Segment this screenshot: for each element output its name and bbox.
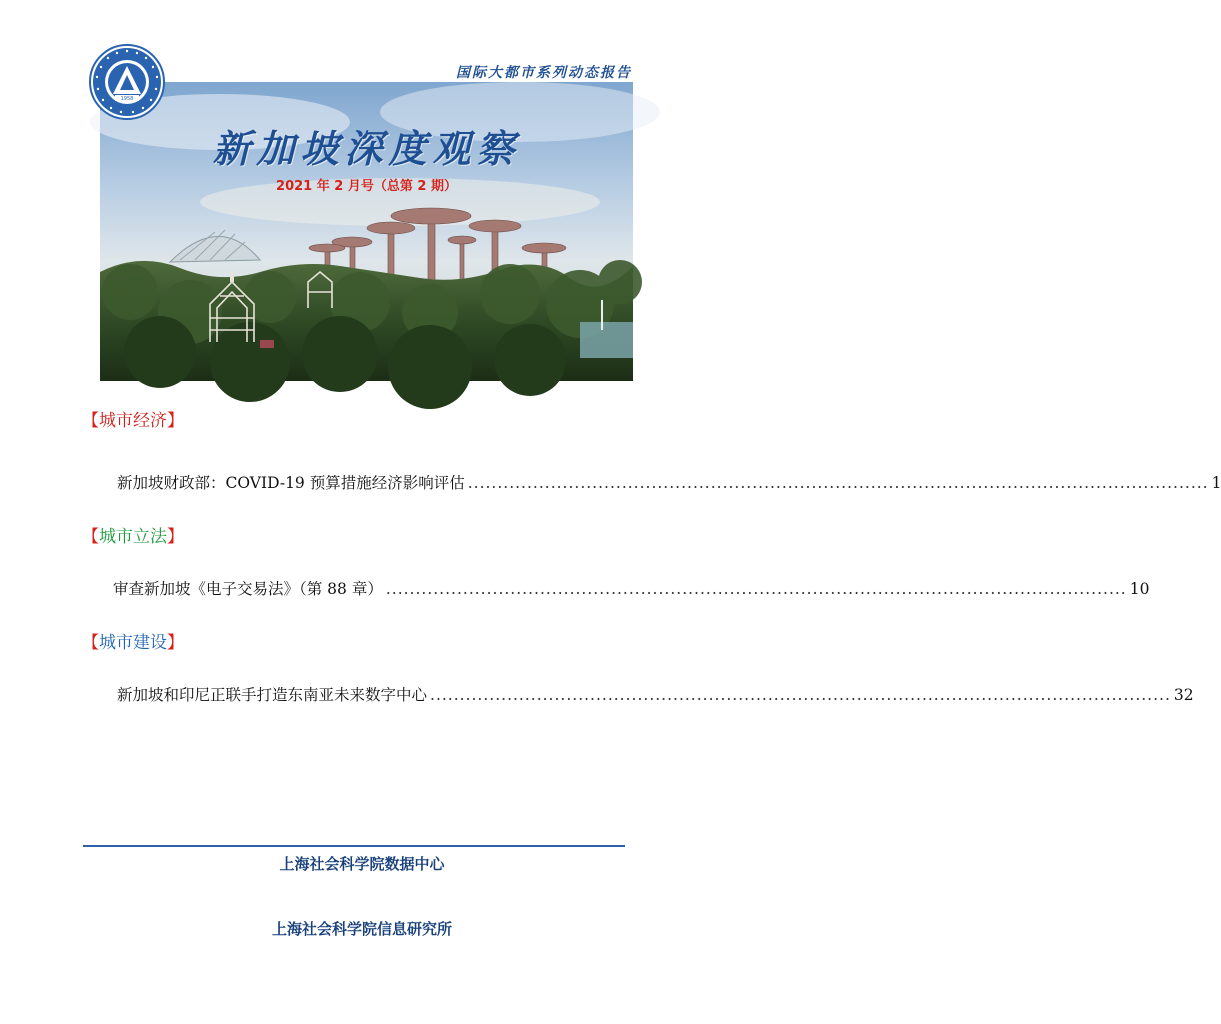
toc-page-number: 1 <box>1211 474 1221 492</box>
footer-org-info-institute: 上海社会科学院信息研究所 <box>271 920 452 938</box>
toc-entry-economy[interactable] <box>117 471 1221 493</box>
right-bracket: 】 <box>167 411 184 431</box>
issue-number: 2021 年 2 月号（总第 2 期） <box>276 179 457 194</box>
toc-page-number: 32 <box>1173 686 1194 704</box>
toc-leader-dots: ............................................................................................................................. <box>430 686 1171 704</box>
toc-leader-dots: ............................................................................................................................. <box>467 474 1209 492</box>
left-bracket: 【 <box>82 527 99 547</box>
section-label: 城市建设 <box>99 633 167 653</box>
section-header-urban-construction <box>82 628 184 653</box>
right-bracket: 】 <box>167 633 184 653</box>
footer-divider <box>83 845 625 847</box>
section-header-urban-economy <box>82 406 184 431</box>
toc-entry-legislation[interactable] <box>113 577 1150 599</box>
toc-entry-title: 审查新加坡《电子交易法》（第 88 章） <box>113 580 383 598</box>
cover-banner <box>100 82 633 381</box>
cover-title: 新加坡深度观察 <box>212 126 521 171</box>
left-bracket: 【 <box>82 633 99 653</box>
sass-logo <box>89 44 165 120</box>
left-bracket: 【 <box>82 411 99 431</box>
toc-entry-title: 新加坡和印尼正联手打造东南亚未来数字中心 <box>117 686 428 704</box>
toc-entry-construction[interactable] <box>117 683 1194 705</box>
toc-entry-title: 新加坡财政部：COVID-19 预算措施经济影响评估 <box>117 474 465 492</box>
toc-page-number: 10 <box>1129 580 1150 598</box>
series-tag: 国际大都市系列动态报告 <box>456 65 632 81</box>
logo-year: 1958 <box>120 96 134 102</box>
toc-leader-dots: ............................................................................................................................. <box>385 580 1127 598</box>
section-label: 城市立法 <box>99 527 167 547</box>
section-header-urban-legislation <box>82 522 184 547</box>
footer-org-data-center: 上海社会科学院数据中心 <box>279 855 445 873</box>
section-label: 城市经济 <box>99 411 167 431</box>
right-bracket: 】 <box>167 527 184 547</box>
